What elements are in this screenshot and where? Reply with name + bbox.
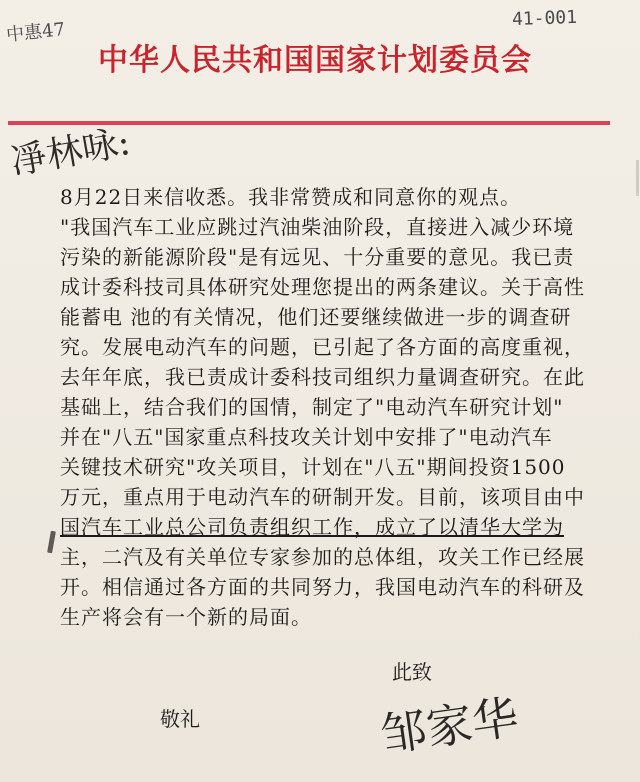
body-line-7: 去年年底，我已责成计委科技司组织力量调查研究。在此 — [60, 365, 585, 389]
letter-body — [60, 182, 608, 632]
body-line-9: 并在"八五"国家重点科技攻关计划中安排了"电动汽车 — [60, 425, 553, 449]
signature: 邹家华 — [377, 689, 522, 763]
closing-text: 此致 — [392, 660, 432, 684]
regards-text: 敬礼 — [160, 707, 200, 731]
paper-fastener-mark — [47, 531, 56, 554]
document-reference-number: 41-001 — [511, 6, 578, 31]
body-line-6: 究。发展电动汽车的问题，已引起了各方面的高度重视， — [60, 335, 585, 359]
letterhead-title: 中华人民共和国国家计划委员会 — [98, 43, 532, 78]
body-line-15: 生产将会有一个新的局面。 — [60, 605, 312, 629]
body-line-1: 8月22日来信收悉。我非常赞成和同意你的观点。 — [60, 185, 522, 209]
salutation: 凈林咏: — [7, 121, 134, 184]
body-line-11: 万元，重点用于电动汽车的研制开发。目前，该项目由中 — [60, 485, 585, 509]
body-line-2: "我国汽车工业应跳过汽油柴油阶段，直接进入减少环境 — [60, 215, 575, 239]
body-line-3: 污染的新能源阶段"是有远见、十分重要的意见。我已责 — [60, 245, 575, 269]
body-line-4: 成计委科技司具体研究处理您提出的两条建议。关于高性 — [60, 275, 585, 299]
body-line-14: 开。相信通过各方面的共同努力，我国电动汽车的科研及 — [60, 575, 585, 599]
body-line-13: 主，二汽及有关单位专家参加的总体组，攻关工作已经展 — [60, 545, 585, 569]
body-line-8: 基础上，结合我们的国情，制定了"电动汽车研究计划" — [60, 395, 564, 419]
corner-handwritten-note: 中惠47 — [5, 18, 66, 47]
body-line-10: 关键技术研究"攻关项目，计划在"八五"期间投资1500 — [60, 455, 566, 479]
body-line-5: 能蓄电 池的有关情况，他们还要继续做进一步的调查研 — [60, 305, 572, 329]
paper-edge-mark — [626, 160, 639, 196]
body-line-12: 国汽车工业总公司负责组织工作，成立了以清华大学为 — [60, 515, 564, 539]
